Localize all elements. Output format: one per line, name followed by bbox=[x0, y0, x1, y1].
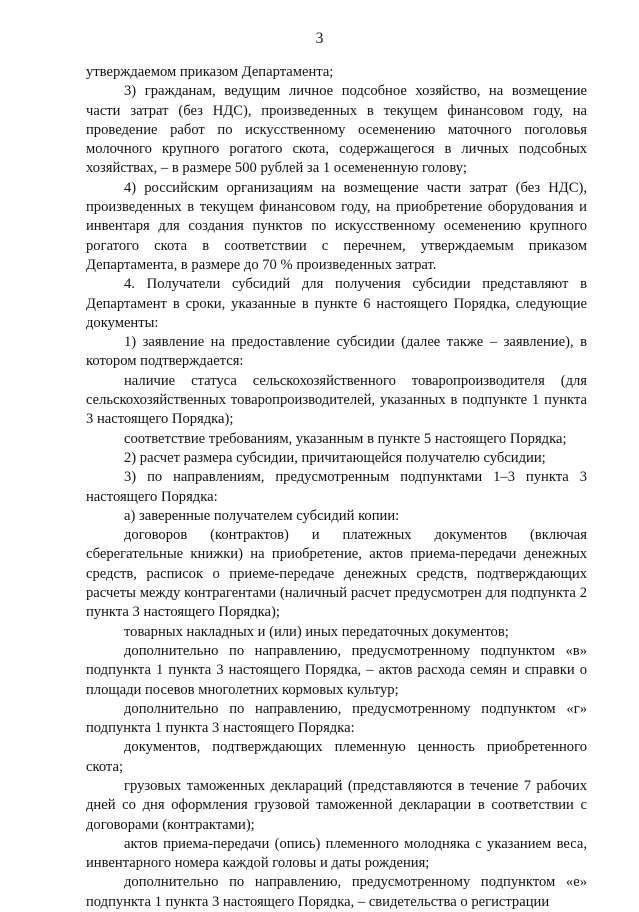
paragraph: а) заверенные получателем субсидий копии: bbox=[124, 507, 400, 524]
paragraph: документов, подтверждающих племенную ценность приобретенного скота; bbox=[86, 739, 587, 775]
paragraph: 1) заявление на предоставление субсидии (далее также – заявление), в котором подтверждается: bbox=[86, 334, 587, 370]
paragraph: 2) расчет размера субсидии, причитающейся получателю субсидии; bbox=[124, 449, 546, 466]
paragraph: 4) российским организациям на возмещение части затрат (без НДС), произведенных в текущем финансовом году, на приобретение оборудования и инвентаря для создания пунктов по искусственному осеменению крупного рогатого скота в соответствии с перечнем, утверждаемым приказом Департамента, в размере до 70 % произведенных затрат. bbox=[86, 179, 587, 273]
page-number: 3 bbox=[315, 30, 324, 47]
paragraph: соответствие требованиям, указанным в пункте 5 настоящего Порядка; bbox=[124, 430, 567, 447]
document-body bbox=[86, 63, 587, 912]
paragraph: дополнительно по направлению, предусмотренному подпунктом «г» подпункта 1 пункта 3 настоящего Порядка: bbox=[86, 700, 587, 737]
paragraph: 3) гражданам, ведущим личное подсобное хозяйство, на возмещение части затрат (без НДС), произведенных в текущем финансовом году, на проведение работ по искусственному осеменению маточного поголовья молочного крупного рогатого скота, содержащегося в личных подсобных хозяйствах, – в размере 500 рублей за 1 осемененную голову; bbox=[86, 83, 587, 177]
paragraph: наличие статуса сельскохозяйственного товаропроизводителя (для сельскохозяйственных товаропроизводителей, указанных в подпункте 1 пункта 3 настоящего Порядка); bbox=[86, 372, 587, 428]
paragraph: товарных накладных и (или) иных передаточных документов; bbox=[124, 623, 509, 640]
paragraph: 4. Получатели субсидий для получения субсидии представляют в Департамент в сроки, указанные в пункте 6 настоящего Порядка, следующие документы: bbox=[86, 276, 587, 331]
paragraph: дополнительно по направлению, предусмотренному подпунктом «в» подпункта 1 пункта 3 настоящего Порядка, – актов расхода семян и справки о площади посевов многолетних кормовых культур; bbox=[86, 642, 587, 698]
paragraph: дополнительно по направлению, предусмотренному подпунктом «е» подпункта 1 пункта 3 настоящего Порядка, – свидетельства о регистрации bbox=[86, 874, 587, 910]
paragraph: договоров (контрактов) и платежных документов (включая сберегательные книжки) на приобретение, актов приема-передачи денежных средств, расписок о приеме-передаче денежных средств, подтверждающих расчеты между контрагентами (наличный расчет предусмотрен для подпункта 2 пункта 3 настоящего Порядка); bbox=[86, 527, 587, 621]
paragraph: актов приема-передачи (опись) племенного молодняка с указанием веса, инвентарного номера каждой головы и даты рождения; bbox=[86, 835, 587, 872]
paragraph: грузовых таможенных деклараций (представляются в течение 7 рабочих дней со дня оформления грузовой таможенной декларации в соответствии с договорами (контрактами); bbox=[86, 777, 587, 833]
paragraph: утверждаемом приказом Департамента; bbox=[86, 64, 334, 80]
paragraph: 3) по направлениям, предусмотренным подпунктами 1–3 пункта 3 настоящего Порядка: bbox=[86, 469, 587, 505]
